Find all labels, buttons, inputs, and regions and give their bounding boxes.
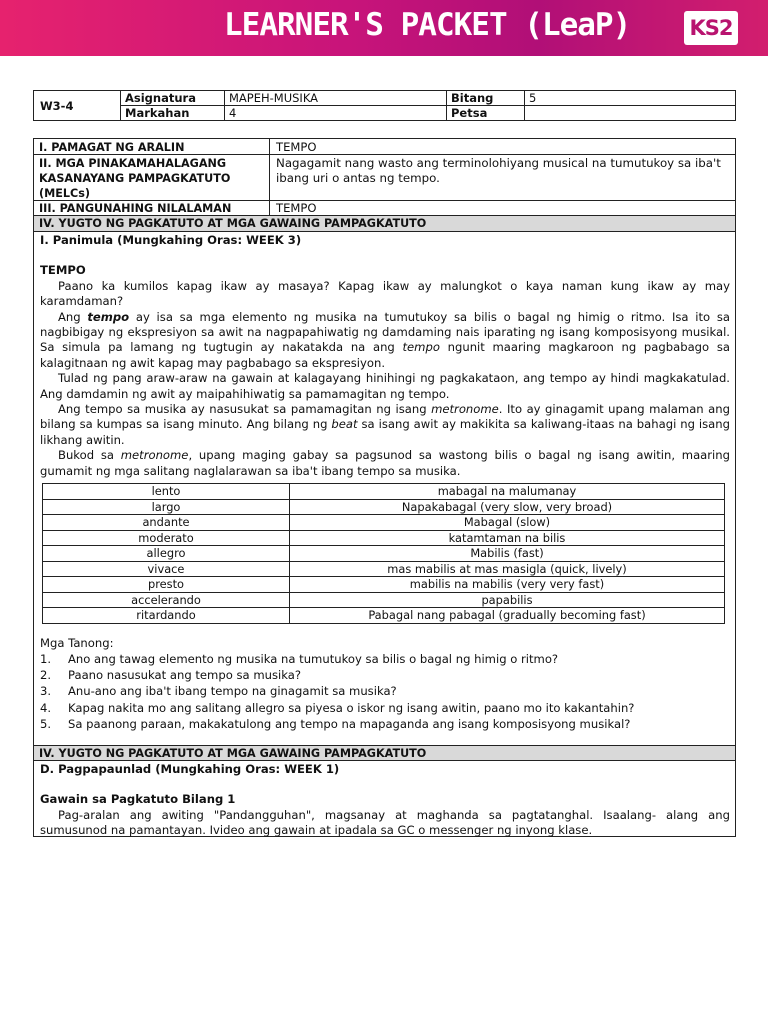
yugto-header: IV. YUGTO NG PAGKATUTO AT MGA GAWAING PAMPAGKATUTO bbox=[34, 216, 735, 232]
p5-metronome-term: metronome bbox=[120, 448, 189, 463]
list-item bbox=[40, 716, 730, 732]
list-item bbox=[40, 700, 730, 716]
tempo-meaning-cell: papabilis bbox=[290, 592, 725, 608]
info-table bbox=[33, 90, 736, 121]
tempo-term-cell: largo bbox=[43, 499, 290, 515]
paragraph-4 bbox=[40, 402, 730, 448]
tempo-meaning-cell: mabagal na malumanay bbox=[290, 484, 725, 500]
pamagat-label: I. PAMAGAT NG ARALIN bbox=[34, 139, 270, 154]
melc-value: Nagagamit nang wasto ang terminolohiyang musical na tumutukoy sa iba't ibang uri o antas ng tempo. bbox=[276, 156, 721, 185]
question-number: 5. bbox=[40, 716, 52, 731]
gawain-heading: Gawain sa Pagkatuto Bilang 1 bbox=[40, 792, 236, 807]
week-label: W3-4 bbox=[34, 91, 121, 121]
panimula-subheading: TEMPO bbox=[40, 263, 86, 278]
tempo-meaning-cell: Mabilis (fast) bbox=[290, 546, 725, 562]
asignatura-value: MAPEH-MUSIKA bbox=[225, 91, 447, 106]
tempo-term-cell: lento bbox=[43, 484, 290, 500]
question-number: 4. bbox=[40, 700, 52, 715]
melc-label: II. MGA PINAKAMAHALAGANG KASANAYANG PAMPAGKATUTO (MELCs) bbox=[34, 155, 270, 200]
gawain-text: Pag-aralan ang awiting "Pandangguhan", magsanay at maghanda sa pagtatanghal. Isaalang- alang ang sumusunod na pamantayan. Ivideo ang gawain at ipadala sa GC o messenger ng inyong klase. bbox=[40, 807, 730, 838]
table-row bbox=[43, 515, 725, 531]
p2-tempo-term-2: tempo bbox=[402, 340, 440, 355]
p4-text-b: . Ito ay ginagamit upang malaman ang bilang sa kumpas sa isang minuto. Ang bilang ng bbox=[40, 402, 730, 432]
tempo-meaning-cell: Pabagal nang pabagal (gradually becoming fast) bbox=[290, 608, 725, 624]
list-item bbox=[40, 651, 730, 667]
tempo-meaning-cell: katamtaman na bilis bbox=[290, 530, 725, 546]
p2-tempo-term: tempo bbox=[87, 309, 130, 324]
tempo-term-cell: presto bbox=[43, 577, 290, 593]
question-number: 1. bbox=[40, 652, 52, 666]
petsa-value bbox=[525, 106, 736, 121]
tempo-term-cell: vivace bbox=[43, 561, 290, 577]
paragraph-5 bbox=[40, 448, 730, 479]
pamagat-value: TEMPO bbox=[276, 140, 317, 154]
p4-metronome-term: metronome bbox=[431, 402, 499, 417]
markahan-value: 4 bbox=[225, 106, 447, 121]
panimula-section bbox=[40, 233, 730, 479]
table-row bbox=[43, 530, 725, 546]
markahan-label: Markahan bbox=[121, 106, 225, 121]
yugto-header-2: IV. YUGTO NG PAGKATUTO AT MGA GAWAING PAMPAGKATUTO bbox=[34, 745, 735, 761]
paragraph-3: Tulad ng pang araw-araw na gawain at kalagayang hinihingi ng pagkakataon, ang tempo ay hindi magkakatulad. Ang damdamin ng awit ay maipahihiwatig sa pamamagitan ng tempo. bbox=[40, 371, 730, 401]
tempo-meaning-cell: mabilis na mabilis (very very fast) bbox=[290, 577, 725, 593]
nilalaman-label: III. PANGUNAHING NILALAMAN bbox=[34, 201, 270, 215]
table-row bbox=[43, 592, 725, 608]
questions-label: Mga Tanong: bbox=[40, 636, 114, 650]
petsa-label: Petsa bbox=[447, 106, 525, 121]
tempo-term-cell: andante bbox=[43, 515, 290, 531]
tempo-term-cell: ritardando bbox=[43, 608, 290, 624]
list-item bbox=[40, 667, 730, 683]
table-row bbox=[43, 608, 725, 624]
p5-text-a: Bukod sa bbox=[58, 448, 121, 463]
questions-section bbox=[40, 635, 730, 732]
question-text: Sa paanong paraan, makakatulong ang tempo na mapaganda ang isang komposisyong musikal? bbox=[68, 716, 631, 731]
question-number: 3. bbox=[40, 684, 52, 699]
paragraph-2 bbox=[40, 310, 730, 372]
p5-text-b: , upang maging gabay sa pagsunod sa wastong bilis o bagal ng isang awitin, maaring gumamit ng mga salitang naglalarawan sa iba't ibang tempo sa musika. bbox=[40, 448, 730, 478]
nilalaman-row bbox=[34, 201, 735, 216]
p4-beat-term: beat bbox=[331, 417, 358, 432]
panimula-heading: I. Panimula (Mungkahing Oras: WEEK 3) bbox=[40, 233, 302, 247]
tempo-term-cell: accelerando bbox=[43, 592, 290, 608]
ks-badge: KS2 bbox=[684, 11, 738, 45]
list-item bbox=[40, 683, 730, 699]
question-text: Paano nasusukat ang tempo sa musika? bbox=[68, 668, 301, 683]
question-text: Ano ang tawag elemento ng musika na tumutukoy sa bilis o bagal ng himig o ritmo? bbox=[68, 652, 559, 666]
banner-title: LEARNER'S PACKET (LeaP) bbox=[224, 7, 631, 43]
pagpapaunlad-heading: D. Pagpapaunlad (Mungkahing Oras: WEEK 1) bbox=[40, 762, 340, 776]
paragraph-1: Paano ka kumilos kapag ikaw ay masaya? Kapag ikaw ay malungkot o kaya naman kung ikaw ay may karamdaman? bbox=[40, 278, 730, 309]
p2-text-b: ay isa sa mga elemento ng musika na tumutukoy sa bilis o bagal ng himig o ritmo. Isa ito sa nagbibigay ng ekspresiyon sa awit na nagpapahiwatig ng damdaming nais iparating ng isang komposisyong musikal. Sa simula pa lamang ng tugtugin ay nakatakda na ang bbox=[40, 309, 730, 355]
nilalaman-value: TEMPO bbox=[276, 201, 317, 215]
pagpapaunlad-section bbox=[40, 762, 730, 839]
tempo-meaning-cell: Mabagal (slow) bbox=[290, 515, 725, 531]
tempo-meaning-cell: mas mabilis at mas masigla (quick, lively) bbox=[290, 561, 725, 577]
melc-row bbox=[34, 155, 735, 201]
header-banner bbox=[0, 0, 768, 56]
question-text: Kapag nakita mo ang salitang allegro sa piyesa o iskor ng isang awitin, paano mo ito kakantahin? bbox=[68, 700, 635, 715]
tempo-terms-table bbox=[42, 483, 725, 624]
table-row bbox=[43, 546, 725, 562]
table-row bbox=[43, 484, 725, 500]
questions-list bbox=[40, 651, 730, 732]
question-number: 2. bbox=[40, 668, 52, 683]
p2-text-a: Ang bbox=[58, 309, 88, 324]
question-text: Anu-ano ang iba't ibang tempo na ginagamit sa musika? bbox=[68, 684, 397, 699]
bitang-label: Bitang bbox=[447, 91, 525, 106]
p4-text-c: sa isang awit ay makikita sa kaliwang-itaas na bahagi ng isang likhang awitin. bbox=[40, 417, 730, 447]
lesson-content-box bbox=[33, 138, 736, 837]
p2-text-c: ngunit maaring magkaroon ng pagbabago sa kalagitnaan ng awit kapag may pagbabago sa ekspresiyon. bbox=[40, 340, 730, 370]
asignatura-label: Asignatura bbox=[121, 91, 225, 106]
table-row bbox=[43, 499, 725, 515]
tempo-term-cell: allegro bbox=[43, 546, 290, 562]
table-row bbox=[43, 561, 725, 577]
pamagat-row bbox=[34, 139, 735, 155]
table-row bbox=[43, 577, 725, 593]
p4-text-a: Ang tempo sa musika ay nasusukat sa pamamagitan ng isang bbox=[58, 402, 432, 417]
tempo-term-cell: moderato bbox=[43, 530, 290, 546]
tempo-meaning-cell: Napakabagal (very slow, very broad) bbox=[290, 499, 725, 515]
bitang-value: 5 bbox=[525, 91, 736, 106]
